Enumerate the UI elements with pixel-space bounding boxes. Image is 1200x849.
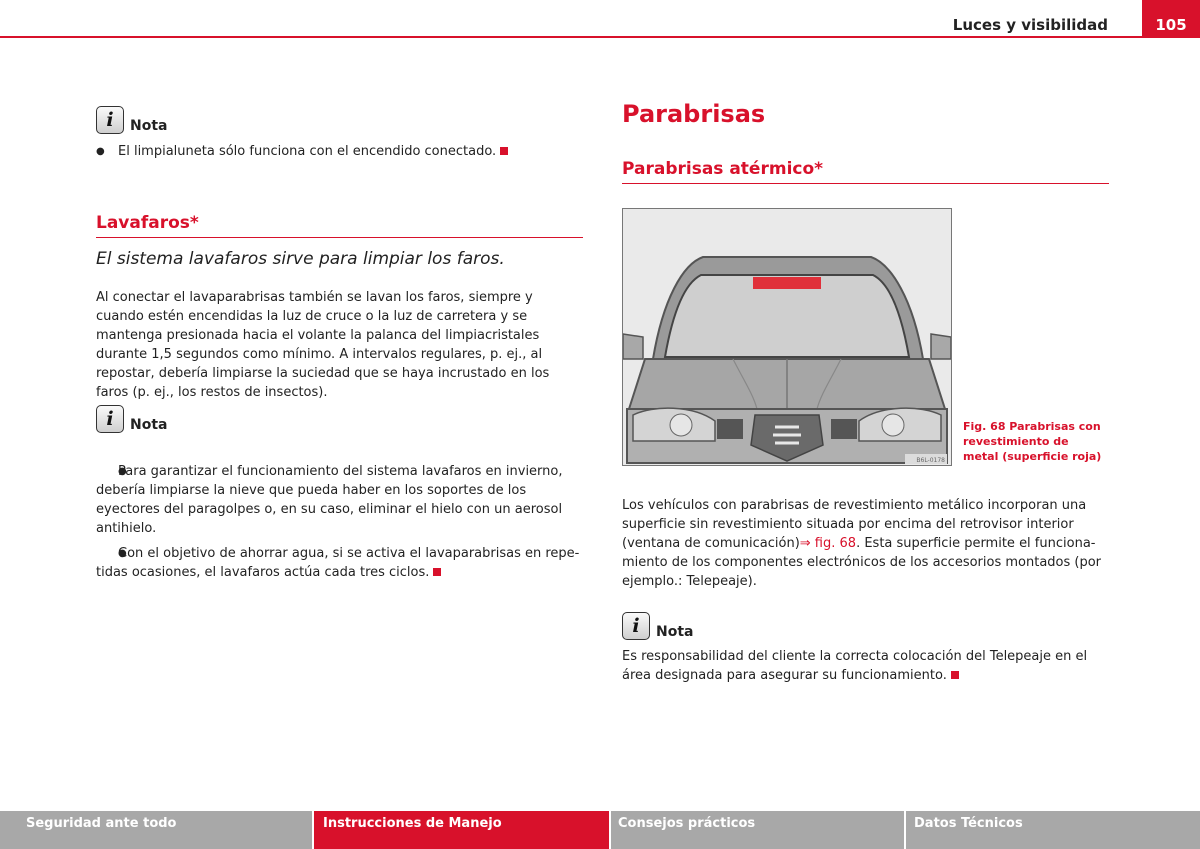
figure-reference-link[interactable]: ⇒ fig. 68 (799, 536, 857, 551)
figure-caption: Fig. 68 Parabrisas con revestimiento de metal (superficie roja) (963, 420, 1102, 463)
parabrisas-body (622, 496, 1109, 591)
note-text-content: Es responsabilidad del cliente la correcta colocación del Telepeaje en el área designada para asegurar su funcionamiento. (622, 649, 1088, 683)
section-lead: El sistema lavafaros sirve para limpiar los faros. (96, 249, 505, 269)
section-heading-parabrisas-atermico: Parabrisas atérmico* (622, 159, 824, 179)
end-marker-icon (500, 147, 508, 155)
figure-code: B6L-0178 (916, 457, 945, 464)
section-heading-lavafaros: Lavafaros* (96, 213, 199, 233)
note-bullet-text: Con el objetivo de ahorrar agua, si se activa el lavaparabrisas en repetidas ocasiones, el lavafaros actúa cada tres ciclos. (96, 546, 580, 580)
note-limpialuneta (96, 106, 586, 161)
footer-tab-seguridad[interactable]: Seguridad ante todo (0, 811, 314, 849)
header-rule (0, 36, 1200, 38)
body-text: . Esta superficie permite el funcionamiento de los componentes electrónicos de los accesorios montados (por ejemplo.: Telepeaje). (622, 536, 1102, 589)
page-number: 105 (1142, 0, 1200, 38)
note-title: Nota (130, 417, 168, 433)
page-title: Parabrisas (622, 100, 766, 128)
info-icon: i (96, 405, 124, 433)
note-bullet (96, 544, 583, 582)
footer-navigation (0, 811, 1200, 849)
note-header (622, 612, 1109, 640)
note-header (96, 405, 583, 433)
note-title: Nota (130, 118, 168, 134)
note-lavafaros (96, 405, 583, 582)
figure-68 (622, 208, 952, 466)
footer-tab-instrucciones[interactable]: Instrucciones de Manejo (314, 811, 611, 849)
footer-tab-consejos[interactable]: Consejos prácticos (611, 811, 906, 849)
note-title: Nota (656, 624, 694, 640)
note-bullet (96, 142, 586, 161)
section-rule (96, 237, 583, 238)
body-text: Los vehículos con parabrisas de revestimiento metálico incorporan una superficie sin revestimiento situada por encima del retrovisor interior (ventana de comunicación) (622, 498, 1087, 551)
car-windshield-illustration (623, 209, 951, 465)
info-icon: i (622, 612, 650, 640)
note-telepeaje (622, 612, 1109, 685)
info-icon: i (96, 106, 124, 134)
section-rule (622, 183, 1109, 184)
note-text (622, 647, 1109, 685)
chapter-title: Luces y visibilidad (952, 16, 1108, 34)
note-bullet-text: El limpialuneta sólo funciona con el encendido conectado. (118, 144, 497, 159)
note-bullet: ● Para garantizar el funcionamiento del sistema lavafaros en invierno, debería limpiarse la nieve que pueda haber en los soportes de los eyectores del paragolpes o, en su caso, eliminar el hielo con un aerosol antihielo. (96, 462, 583, 538)
note-header (96, 106, 586, 134)
footer-tab-datos[interactable]: Datos Técnicos (906, 811, 1200, 849)
section-body: Al conectar el lavaparabrisas también se lavan los faros, siempre y cuando estén encendidas la luz de cruce o la luz de carretera y se mantenga presionada hacia el volante la palanca del limpiacristales durante 1,5 segundos como mínimo. A intervalos regulares, p. ej., al repostar, debería limpiarse la suciedad que se haya incrustado en los faros (p. ej., los restos de insectos). (96, 290, 550, 400)
end-marker-icon (433, 568, 441, 576)
end-marker-icon (951, 671, 959, 679)
